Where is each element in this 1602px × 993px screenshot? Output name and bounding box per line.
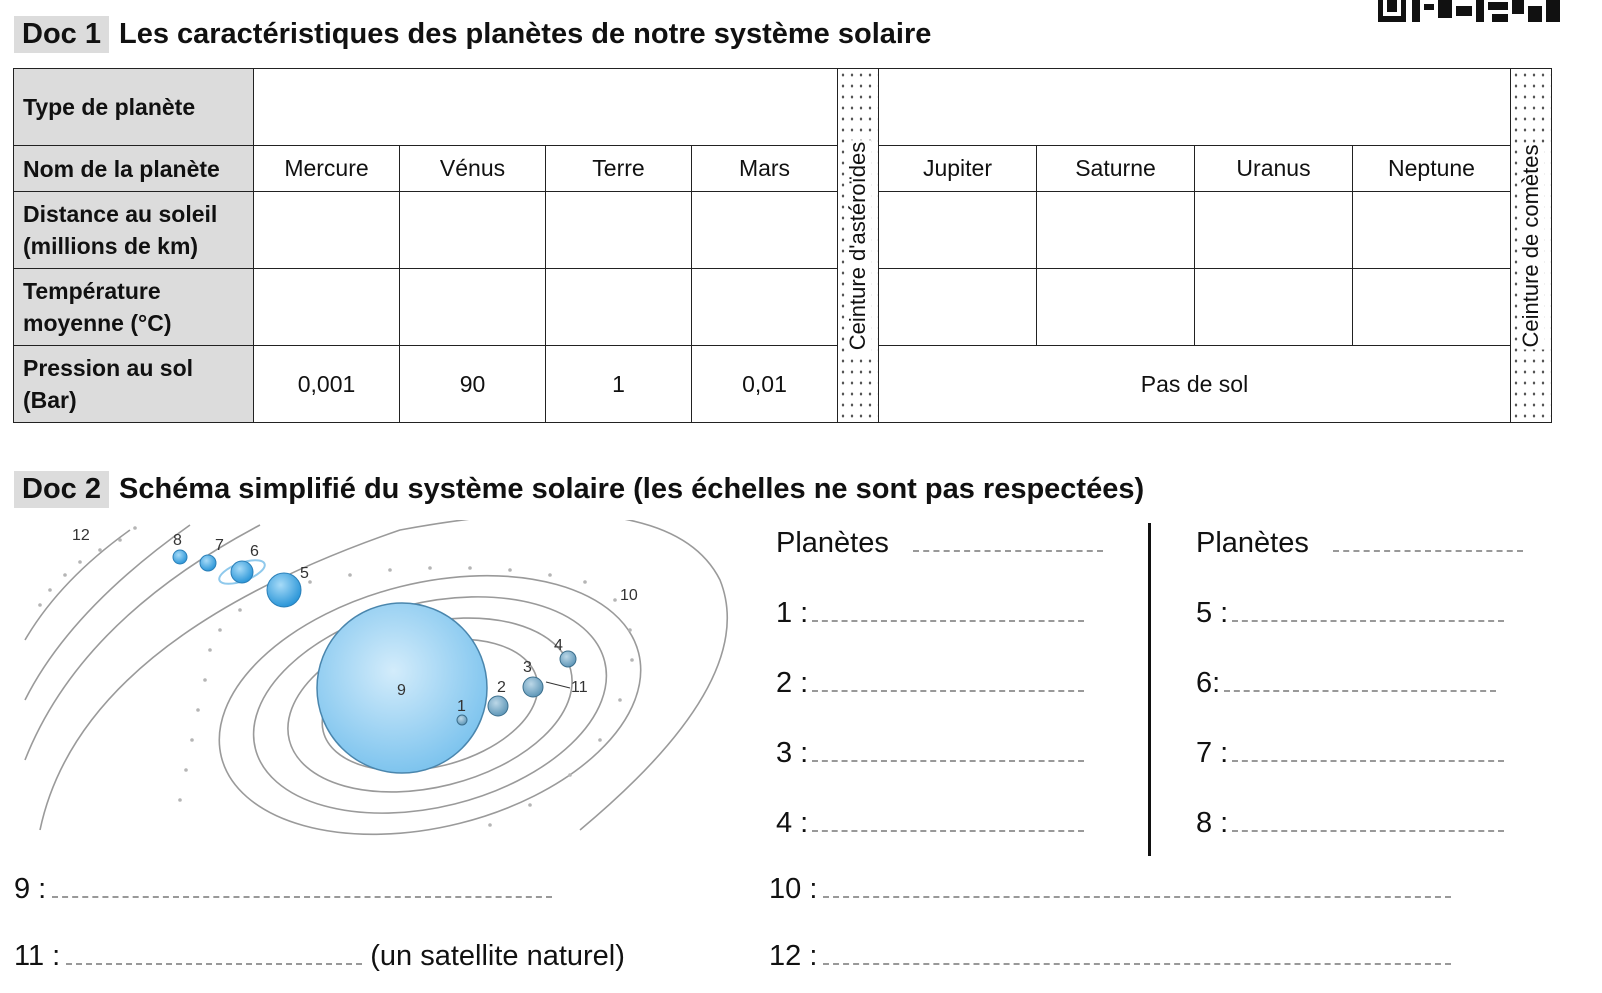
type-outer-cell[interactable] — [879, 69, 1511, 146]
planet-name-cell: Vénus — [400, 146, 546, 192]
answer-line-12 — [769, 940, 1451, 973]
diagram-number: 10 — [620, 587, 638, 604]
answer-blank-8[interactable] — [1232, 808, 1504, 832]
answer-label-9: 9 : — [14, 873, 47, 905]
diagram-number: 5 — [300, 565, 309, 582]
temperature-cell[interactable] — [1037, 269, 1195, 346]
doc2-heading — [14, 471, 1144, 508]
asteroid-belt-cell — [838, 69, 879, 423]
diagram-number: 11 — [571, 679, 588, 696]
planets-header-right — [1196, 527, 1523, 560]
planet-name-cell: Saturne — [1037, 146, 1195, 192]
distance-cell[interactable] — [692, 192, 838, 269]
distance-cell[interactable] — [254, 192, 400, 269]
planet-name-cell: Mars — [692, 146, 838, 192]
doc1-tag: Doc 1 — [14, 16, 109, 53]
answer-line-3 — [776, 737, 1084, 770]
diagram-number: 4 — [554, 637, 563, 654]
answer-label-10: 10 : — [769, 873, 818, 905]
answer-line-10 — [769, 873, 1451, 906]
planet-name-cell: Mercure — [254, 146, 400, 192]
diagram-number: 3 — [523, 659, 532, 676]
answer-blank-2[interactable] — [812, 668, 1084, 692]
row-label-pressure: Pression au sol (Bar) — [14, 346, 254, 423]
doc1-heading — [14, 16, 931, 53]
answer-blank-11[interactable] — [66, 941, 362, 965]
diagram-number: 12 — [72, 527, 90, 544]
answer-label-8: 8 : — [1196, 807, 1229, 839]
doc2-title: Schéma simplifié du système solaire (les échelles ne sont pas respectées) — [118, 473, 1145, 505]
temperature-cell[interactable] — [879, 269, 1037, 346]
planet-name-cell: Jupiter — [879, 146, 1037, 192]
planets-header-right-label: Planètes — [1196, 527, 1309, 559]
distance-cell[interactable] — [400, 192, 546, 269]
answer-blank-5[interactable] — [1232, 598, 1504, 622]
distance-cell[interactable] — [1037, 192, 1195, 269]
asteroid-belt-label: Ceinture d'astéroïdes — [845, 141, 870, 350]
pressure-cell: 0,001 — [254, 346, 400, 423]
answer-blank-3[interactable] — [812, 738, 1084, 762]
row-label-type: Type de planète — [14, 69, 254, 146]
answer-label-12: 12 : — [769, 940, 818, 972]
planet-name-cell: Terre — [546, 146, 692, 192]
temperature-cell[interactable] — [1353, 269, 1511, 346]
answer-label-4: 4 : — [776, 807, 809, 839]
distance-cell[interactable] — [546, 192, 692, 269]
pressure-outer-cell: Pas de sol — [879, 346, 1511, 423]
satellite-note: (un satellite naturel) — [370, 940, 625, 972]
doc2-tag: Doc 2 — [14, 471, 109, 508]
answer-blank-6[interactable] — [1224, 668, 1496, 692]
planets-table — [13, 68, 1552, 423]
diagram-number: 1 — [457, 698, 466, 715]
answer-label-6: 6: — [1196, 667, 1221, 699]
answer-label-7: 7 : — [1196, 737, 1229, 769]
pressure-cell: 0,01 — [692, 346, 838, 423]
qr-code-icon — [1378, 0, 1564, 22]
answer-label-2: 2 : — [776, 667, 809, 699]
type-inner-cell[interactable] — [254, 69, 838, 146]
answer-line-1 — [776, 597, 1084, 630]
planets-header-left — [776, 527, 1103, 560]
temperature-cell[interactable] — [400, 269, 546, 346]
row-label-name: Nom de la planète — [14, 146, 254, 192]
pressure-cell: 90 — [400, 346, 546, 423]
planets-header-right-blank[interactable] — [1333, 528, 1523, 552]
answer-line-5 — [1196, 597, 1504, 630]
diagram-number: 9 — [397, 682, 406, 699]
answer-label-11: 11 : — [14, 940, 61, 972]
distance-cell[interactable] — [879, 192, 1037, 269]
answer-line-8 — [1196, 807, 1504, 840]
answer-blank-1[interactable] — [812, 598, 1084, 622]
temperature-cell[interactable] — [1195, 269, 1353, 346]
distance-cell[interactable] — [1353, 192, 1511, 269]
planets-header-left-blank[interactable] — [913, 528, 1103, 552]
comet-belt-cell — [1511, 69, 1552, 423]
answer-blank-7[interactable] — [1232, 738, 1504, 762]
planet-name-cell: Neptune — [1353, 146, 1511, 192]
distance-cell[interactable] — [1195, 192, 1353, 269]
answer-line-2 — [776, 667, 1084, 700]
answer-blank-4[interactable] — [812, 808, 1084, 832]
temperature-cell[interactable] — [546, 269, 692, 346]
row-label-temperature: Température moyenne (°C) — [14, 269, 254, 346]
solar-system-diagram — [20, 520, 740, 840]
diagram-number: 7 — [215, 537, 224, 554]
answer-label-1: 1 : — [776, 597, 809, 629]
answer-label-5: 5 : — [1196, 597, 1229, 629]
planets-header-left-label: Planètes — [776, 527, 889, 559]
answer-blank-9[interactable] — [52, 874, 552, 898]
column-divider — [1148, 523, 1151, 856]
pressure-cell: 1 — [546, 346, 692, 423]
answer-line-4 — [776, 807, 1084, 840]
diagram-number: 8 — [173, 532, 182, 549]
answer-line-11 — [14, 940, 625, 973]
answer-line-7 — [1196, 737, 1504, 770]
temperature-cell[interactable] — [692, 269, 838, 346]
row-label-distance: Distance au soleil (millions de km) — [14, 192, 254, 269]
comet-belt-label: Ceinture de comètes — [1518, 144, 1543, 347]
answer-blank-10[interactable] — [823, 874, 1451, 898]
planet-name-cell: Uranus — [1195, 146, 1353, 192]
answer-blank-12[interactable] — [823, 941, 1451, 965]
doc1-title: Les caractéristiques des planètes de notre système solaire — [118, 18, 932, 50]
answer-label-3: 3 : — [776, 737, 809, 769]
temperature-cell[interactable] — [254, 269, 400, 346]
answer-line-6 — [1196, 667, 1496, 700]
diagram-number: 2 — [497, 679, 506, 696]
answer-line-9 — [14, 873, 552, 906]
diagram-number: 6 — [250, 543, 259, 560]
